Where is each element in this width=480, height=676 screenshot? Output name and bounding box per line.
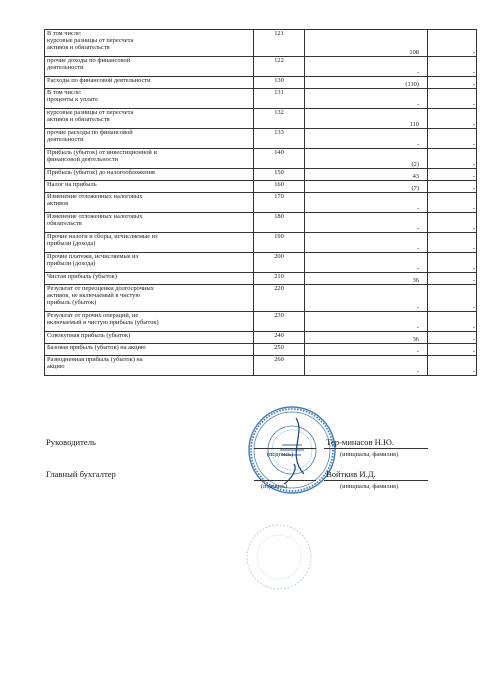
table-row	[45, 129, 477, 149]
row-label-text: прочие расходы по финансовой деятельности	[47, 129, 133, 144]
row-previous-value: -	[428, 169, 477, 181]
financial-results-table	[44, 29, 477, 376]
row-label-text: Прибыль (убыток) до налогообложения	[47, 169, 155, 176]
row-label	[45, 89, 254, 109]
row-current-value: 43	[305, 169, 428, 181]
row-previous-value: -	[428, 273, 477, 285]
row-label-text: прочие доходы по финансовой деятельности	[47, 57, 131, 72]
row-label-text: Совокупная прибыль (убыток)	[47, 332, 131, 339]
row-code: 130	[254, 77, 305, 89]
row-label-text: Прочие налоги и сборы, исчисляемые из прибыли (дохода)	[47, 233, 158, 248]
table-row	[45, 169, 477, 181]
row-current-value: -	[305, 213, 428, 233]
row-code: 260	[254, 356, 305, 376]
row-current-value: -	[305, 193, 428, 213]
row-current-value: (2)	[305, 149, 428, 169]
row-current-value: -	[305, 344, 428, 356]
row-label	[45, 77, 254, 89]
row-label-text: Чистая прибыль (убыток)	[47, 273, 117, 280]
row-current-value: -	[305, 57, 428, 77]
row-label	[45, 253, 254, 273]
table-row	[45, 273, 477, 285]
table-row	[45, 77, 477, 89]
accountant-title: Главный бухгалтер	[46, 469, 116, 479]
row-current-value: 110	[305, 109, 428, 129]
row-label-text: Налог на прибыль	[47, 181, 97, 188]
row-code: 140	[254, 149, 305, 169]
head-title: Руководитель	[46, 437, 96, 447]
head-name: Тер-минасов Н.Ю.	[326, 437, 394, 447]
row-previous-value: -	[428, 253, 477, 273]
row-code: 122	[254, 57, 305, 77]
row-code: 132	[254, 109, 305, 129]
row-previous-value: -	[428, 77, 477, 89]
row-label-text: В том числе: проценты к уплате	[47, 89, 98, 104]
row-label	[45, 332, 254, 344]
table-row	[45, 253, 477, 273]
row-label	[45, 193, 254, 213]
table-row	[45, 285, 477, 312]
row-current-value: (7)	[305, 181, 428, 193]
row-previous-value: -	[428, 344, 477, 356]
row-label-text: Прочие платежи, исчисляемые из прибыли (дохода)	[47, 253, 139, 268]
row-code: 220	[254, 285, 305, 312]
row-code: 150	[254, 169, 305, 181]
row-previous-value: -	[428, 181, 477, 193]
table-row	[45, 213, 477, 233]
row-code: 240	[254, 332, 305, 344]
row-label-text: курсовые разницы от пересчета активов и обязательств	[47, 109, 134, 124]
table-row	[45, 89, 477, 109]
row-previous-value: -	[428, 149, 477, 169]
row-label	[45, 169, 254, 181]
row-previous-value: -	[428, 193, 477, 213]
row-code: 121	[254, 30, 305, 57]
table-row	[45, 233, 477, 253]
accountant-name-caption: (инициалы, фамилия)	[340, 483, 399, 490]
row-code: 200	[254, 253, 305, 273]
row-label-text: Расходы по финансовой деятельности	[47, 77, 151, 84]
accountant-name: Войткив И.Д.	[326, 469, 376, 479]
head-name-caption: (инициалы, фамилия)	[340, 451, 399, 458]
row-previous-value: -	[428, 57, 477, 77]
row-label	[45, 273, 254, 285]
row-label	[45, 233, 254, 253]
row-label	[45, 285, 254, 312]
row-label	[45, 213, 254, 233]
row-label-text: Изменение отложенных налоговых обязательств	[47, 213, 143, 228]
head-name-line	[324, 448, 428, 449]
table-row	[45, 312, 477, 332]
row-current-value: -	[305, 312, 428, 332]
table-row	[45, 109, 477, 129]
row-current-value: -	[305, 356, 428, 376]
head-signature-caption: (подпись)	[267, 451, 294, 458]
row-label	[45, 344, 254, 356]
row-current-value: -	[305, 129, 428, 149]
row-current-value: -	[305, 89, 428, 109]
row-label-text: В том числе: курсовые разницы от пересчета активов и обязательств	[47, 30, 134, 52]
table-row	[45, 57, 477, 77]
accountant-name-line	[324, 480, 428, 481]
row-code: 131	[254, 89, 305, 109]
organization-stamp	[246, 404, 338, 496]
row-label	[45, 109, 254, 129]
row-current-value: 108	[305, 30, 428, 57]
row-code: 180	[254, 213, 305, 233]
row-label-text: Прибыль (убыток) от инвестиционной и финансовой деятельности	[47, 149, 157, 164]
row-code: 250	[254, 344, 305, 356]
row-current-value: 36	[305, 273, 428, 285]
row-previous-value: -	[428, 129, 477, 149]
accountant-signature-line	[254, 480, 316, 481]
row-code: 190	[254, 233, 305, 253]
row-code: 170	[254, 193, 305, 213]
row-code: 230	[254, 312, 305, 332]
row-label	[45, 30, 254, 57]
row-label	[45, 356, 254, 376]
table-row	[45, 332, 477, 344]
row-label-text: Разводненная прибыль (убыток) на акцию	[47, 356, 143, 371]
row-label	[45, 129, 254, 149]
row-current-value: 36	[305, 332, 428, 344]
row-previous-value: -	[428, 285, 477, 312]
row-current-value: -	[305, 233, 428, 253]
row-current-value: -	[305, 253, 428, 273]
row-current-value: (110)	[305, 77, 428, 89]
row-previous-value: -	[428, 332, 477, 344]
table-row	[45, 356, 477, 376]
row-label-text: Результат от переоценки долгосрочных активов, не включаемый в чистую прибыль (убыток)	[47, 285, 154, 307]
row-previous-value: -	[428, 30, 477, 57]
row-current-value: -	[305, 285, 428, 312]
row-previous-value: -	[428, 89, 477, 109]
row-label-text: Результат от прочих операций, не включаемый в чистую прибыль (убыток)	[47, 312, 159, 327]
table-row	[45, 344, 477, 356]
table-row	[45, 149, 477, 169]
row-label	[45, 181, 254, 193]
row-code: 210	[254, 273, 305, 285]
row-previous-value: -	[428, 312, 477, 332]
row-label	[45, 149, 254, 169]
table-row	[45, 181, 477, 193]
row-previous-value: -	[428, 233, 477, 253]
accountant-signature-caption: (подпись)	[261, 483, 288, 490]
row-code: 133	[254, 129, 305, 149]
faded-stamp-mark	[244, 520, 314, 598]
row-previous-value: -	[428, 356, 477, 376]
row-code: 160	[254, 181, 305, 193]
row-label-text: Базовая прибыль (убыток) на акцию	[47, 344, 146, 351]
row-previous-value: -	[428, 213, 477, 233]
row-previous-value: -	[428, 109, 477, 129]
head-signature-line	[254, 448, 316, 449]
table-row	[45, 193, 477, 213]
row-label-text: Изменение отложенных налоговых активов	[47, 193, 143, 208]
row-label	[45, 57, 254, 77]
row-label	[45, 312, 254, 332]
table-row	[45, 30, 477, 57]
